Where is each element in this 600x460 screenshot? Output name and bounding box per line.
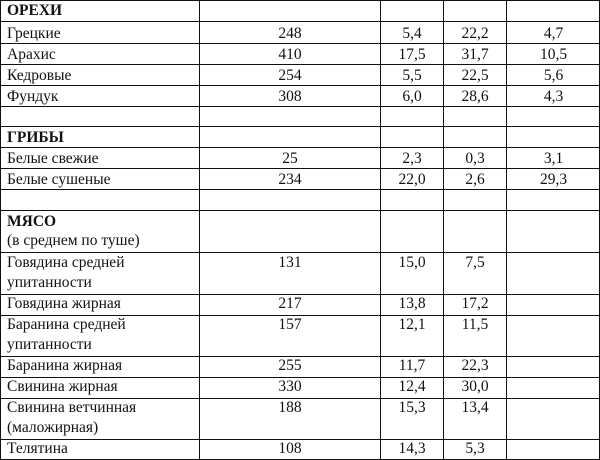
cell-value: 255: [278, 357, 302, 374]
cell-value: 131: [278, 254, 302, 271]
cell-value: 248: [278, 25, 302, 42]
cell-value: 22,2: [461, 25, 489, 42]
cell-value: 188: [278, 399, 302, 416]
row-name-cont: (маложирная): [7, 419, 99, 436]
cell-value: 22,5: [461, 67, 489, 84]
row-name: Баранина жирная: [7, 357, 123, 374]
row-name-cont: упитанности: [7, 274, 92, 291]
cell-value: 17,5: [398, 46, 426, 63]
column-divider: [0, 0, 1, 460]
cell-value: 28,6: [461, 88, 489, 105]
cell-value: 4,3: [543, 88, 564, 105]
cell-value: 234: [278, 171, 302, 188]
row-name: Говядина средней: [7, 254, 125, 271]
row-divider: [0, 126, 600, 127]
cell-value: 12,1: [398, 316, 426, 333]
section-title-nuts: ОРЕХИ: [7, 2, 63, 19]
cell-value: 5,3: [465, 440, 485, 457]
row-name: Баранина средней: [7, 316, 126, 333]
row-divider: [0, 43, 600, 44]
cell-value: 157: [278, 316, 302, 333]
row-divider: [0, 85, 600, 86]
row-name: Белые сушеные: [7, 171, 111, 188]
row-divider: [0, 106, 600, 107]
cell-value: 25: [282, 150, 298, 167]
row-divider: [0, 210, 600, 211]
row-name: Кедровые: [7, 67, 72, 84]
cell-value: 330: [278, 378, 302, 395]
row-name: Свинина жирная: [7, 378, 118, 395]
cell-value: 6,0: [402, 88, 422, 105]
cell-value: 15,0: [398, 254, 426, 271]
cell-value: 5,4: [402, 25, 422, 42]
cell-value: 15,3: [398, 399, 426, 416]
cell-value: 254: [278, 67, 302, 84]
row-name: Свинина ветчинная: [7, 399, 137, 416]
row-divider: [0, 64, 600, 65]
row-name: Фундук: [7, 88, 59, 105]
row-divider: [0, 21, 600, 22]
row-name-cont: упитанности: [7, 336, 92, 353]
cell-value: 12,4: [398, 378, 426, 395]
cell-value: 30,0: [461, 378, 489, 395]
cell-value: 2,3: [402, 150, 422, 167]
cell-value: 10,5: [539, 46, 568, 63]
row-name: Говядина жирная: [7, 295, 121, 312]
cell-value: 217: [278, 295, 302, 312]
cell-value: 31,7: [461, 46, 489, 63]
row-divider: [0, 0, 600, 1]
cell-value: 410: [278, 46, 302, 63]
cell-value: 4,7: [543, 25, 564, 42]
cell-value: 108: [278, 440, 302, 457]
cell-value: 11,5: [461, 316, 489, 333]
row-name: Арахис: [7, 46, 56, 63]
row-name: Белые свежие: [7, 150, 99, 167]
section-title-mushrooms: ГРИБЫ: [7, 129, 64, 146]
cell-value: 22,3: [461, 357, 489, 374]
cell-value: 5,5: [402, 67, 422, 84]
row-name: Телятина: [7, 440, 68, 457]
cell-value: 22,0: [398, 171, 426, 188]
row-divider: [0, 189, 600, 190]
cell-value: 11,7: [398, 357, 426, 374]
cell-value: 308: [278, 88, 302, 105]
row-name: Грецкие: [7, 25, 61, 42]
section-subtitle-meat: (в среднем по туше): [7, 232, 140, 249]
row-divider: [0, 147, 600, 148]
cell-value: 5,6: [543, 67, 564, 84]
cell-value: 14,3: [398, 440, 426, 457]
cell-value: 0,3: [465, 150, 485, 167]
cell-value: 13,4: [461, 399, 489, 416]
cell-value: 3,1: [543, 150, 564, 167]
section-title-meat: МЯСО: [7, 213, 57, 230]
row-divider: [0, 168, 600, 169]
cell-value: 13,8: [398, 295, 426, 312]
cell-value: 2,6: [465, 171, 485, 188]
cell-value: 17,2: [461, 295, 489, 312]
cell-value: 7,5: [465, 254, 485, 271]
cell-value: 29,3: [539, 171, 568, 188]
